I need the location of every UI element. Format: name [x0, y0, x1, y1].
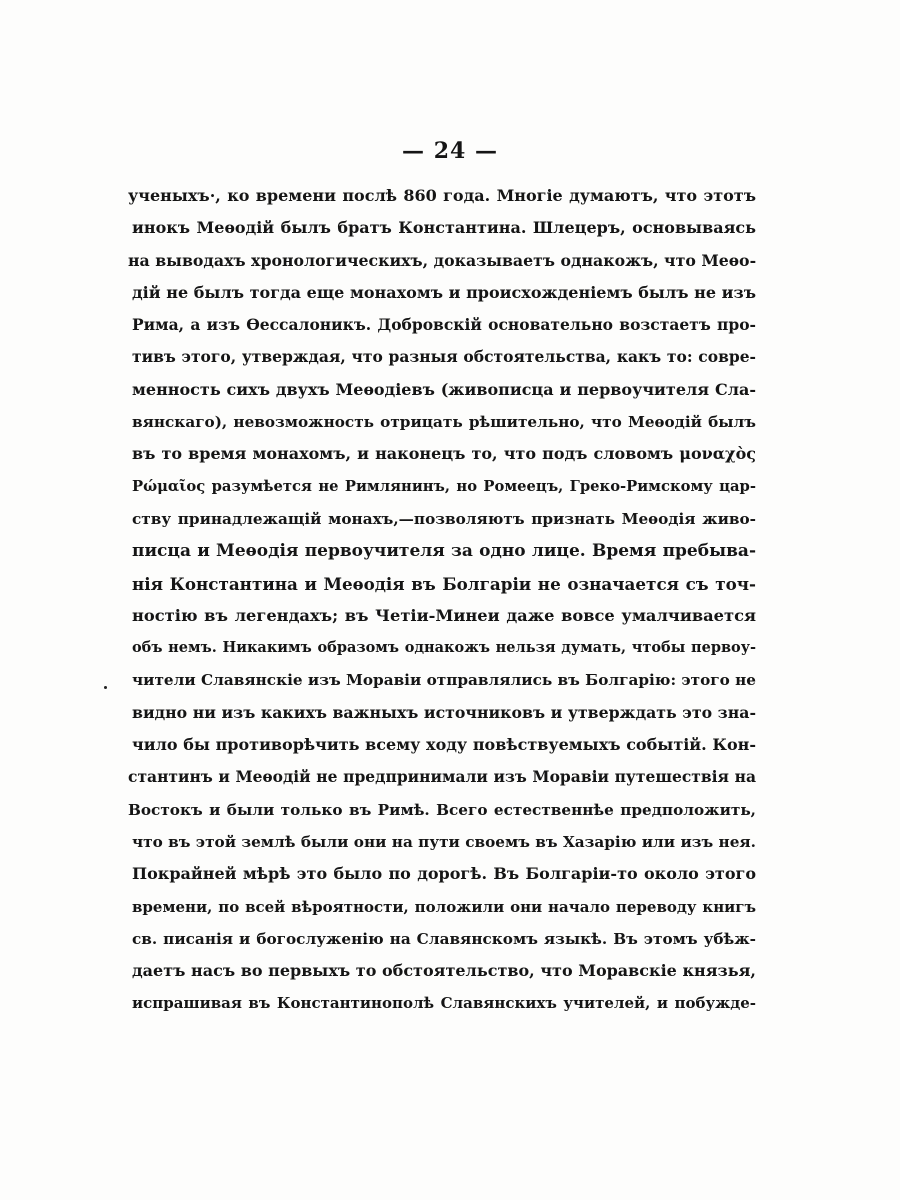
text-line: вянскаго), невозможность отрицать рѣшительно, что Меѳодій былъ — [132, 413, 756, 432]
text-line: времени, по всей вѣроятности, положили они начало переводу книгъ — [132, 897, 756, 916]
text-line: писца и Меѳодія первоучителя за одно лице. Время пребыва- — [132, 541, 756, 562]
text-line: ностію въ легендахъ; въ Четіи-Минеи даже вовсе умалчивается — [132, 605, 756, 625]
text-line: ству принадлежащій монахъ,—позволяютъ признать Меѳодія живо- — [132, 509, 756, 528]
text-line: видно ни изъ какихъ важныхъ источниковъ и утверждать это зна- — [132, 702, 756, 722]
body-text — [128, 180, 756, 1020]
text-line: св. писанія и богослуженію на Славянскомъ языкѣ. Въ этомъ убѣж- — [132, 929, 756, 948]
text-line: въ то время монахомъ, и наконецъ то, что подъ словомъ μοναχὸς — [132, 444, 756, 464]
text-line: стантинъ и Меѳодій не предпринимали изъ Моравіи путешествія на — [128, 767, 756, 787]
text-line: объ немъ. Никакимъ образомъ однакожъ нельзя думать, чтобы первоу- — [132, 639, 756, 657]
text-line: Востокъ и были только въ Римѣ. Всего естественнѣе предположить, — [128, 800, 756, 819]
text-line: на выводахъ хронологическихъ, доказываетъ однакожъ, что Меѳо- — [128, 250, 756, 270]
text-line: менность сихъ двухъ Меѳодіевъ (живописца и первоучителя Сла- — [132, 379, 756, 399]
text-line: что въ этой землѣ были они на пути своемъ въ Хазарію или изъ нея. — [132, 832, 756, 851]
text-line: тивъ этого, утверждая, что разныя обстоятельства, какъ то: совре- — [132, 347, 756, 367]
text-line: ученыхъ·, ко времени послѣ 860 года. Многіе думаютъ, что этотъ — [128, 186, 756, 205]
text-line: инокъ Меѳодій былъ братъ Константина. Шлецеръ, основываясь — [132, 218, 756, 238]
text-line: нія Константина и Меѳодія въ Болгаріи не означается съ точ- — [132, 573, 756, 594]
text-line: Покрайней мѣрѣ это было по дорогѣ. Въ Болгаріи-то около этого — [132, 864, 756, 884]
text-line: дій не былъ тогда еще монахомъ и происхожденіемъ былъ не изъ — [132, 282, 756, 302]
text-line: испрашивая въ Константинополѣ Славянскихъ учителей, и побужде- — [132, 994, 756, 1013]
text-line: даетъ насъ во первыхъ то обстоятельство, что Моравскіе князья, — [132, 961, 756, 981]
text-line: Ρώμαῖος разумѣется не Римлянинъ, но Ромеецъ, Греко-Римскому цар- — [132, 477, 756, 495]
text-line: чители Славянскіе изъ Моравіи отправлялись въ Болгарію: этого не — [132, 671, 756, 690]
page-number: — 24 — — [402, 138, 498, 164]
text-line: чило бы противорѣчить всему ходу повѣствуемыхъ событій. Кон- — [132, 735, 756, 755]
ink-speck — [104, 686, 107, 689]
text-line: Рима, а изъ Ѳессалоникъ. Добровскій основательно возстаетъ про- — [132, 315, 756, 335]
